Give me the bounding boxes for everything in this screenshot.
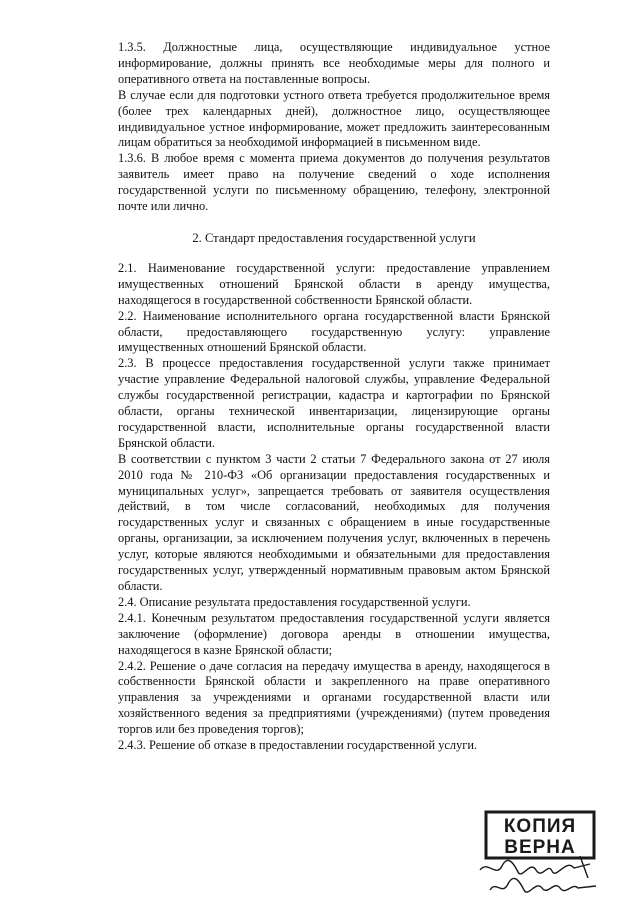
signature-line-2 <box>490 878 596 892</box>
stamp-graphic <box>478 808 608 898</box>
paragraph-1-3-5 <box>118 40 550 88</box>
paragraph-text: 2.3. В процессе предоставления государственной услуги также принимает участие управление Федеральной налоговой службы, управление Федеральной службы государственной регистрации, кадастра и картографии по Брянской области, органы технической инвентаризации, лицензирующие органы государственной власти, исполнительные органы государственной власти Брянской области. <box>118 356 550 450</box>
paragraph-2-2 <box>118 309 550 357</box>
paragraph-text: 1.3.6. В любое время с момента приема документов до получения результатов заявитель имеет право на получение сведений о ходе исполнения государственной услуги по письменному обращению, телефону, электронной почте или лично. <box>118 151 550 214</box>
paragraph-1-3-6 <box>118 151 550 215</box>
paragraph-2-1 <box>118 261 550 309</box>
paragraph-text: 2.2. Наименование исполнительного органа государственной власти Брянской области, предоставляющего государственную услугу: управление имущественных отношений Брянской области. <box>118 308 550 355</box>
stamp-line-2: ВЕРНА <box>504 837 576 858</box>
paragraph-text: 1.3.5. Должностные лица, осуществляющие индивидуальное устное информирование, должны принять все необходимые меры для полного и оперативного ответа на поставленные вопросы. <box>118 40 550 86</box>
paragraph-text: 2.4.1. Конечным результатом предоставления государственной услуги является заключение (оформление) договора аренды в отношении имущества, находящегося в казне Брянской области; <box>118 610 550 657</box>
stamp-line-1: КОПИЯ <box>503 816 577 837</box>
paragraph-law-210 <box>118 452 550 595</box>
paragraph-2-4-2 <box>118 659 550 739</box>
section-title: 2. Стандарт предоставления государственной услуги <box>192 230 476 245</box>
paragraph-text: В случае если для подготовки устного ответа требуется продолжительное время (более трех календарных дней), должностное лицо, осуществляющее индивидуальное устное информирование, может предложить заинтересованным лицам обратиться за необходимой информацией в письменном виде. <box>118 87 550 150</box>
paragraph-text: 2.4. Описание результата предоставления государственной услуги. <box>118 594 471 609</box>
paragraph-text: 2.4.2. Решение о даче согласия на передачу имущества в аренду, находящегося в собственности Брянской области и закрепленного на праве оперативного управления за учреждениями и органами государственной власти или хозяйственного ведения за предприятиями (учреждениями) (путем проведения торгов или без проведения торгов); <box>118 658 550 737</box>
paragraph-text: 2.1. Наименование государственной услуги: предоставление управлением имущественных отношений Брянской области в аренду имущества, находящегося в государственной собственности Брянской области. <box>118 260 550 307</box>
copy-certified-stamp <box>478 808 608 898</box>
paragraph-2-4-1 <box>118 611 550 659</box>
paragraph-oral-answer <box>118 88 550 152</box>
paragraph-2-3 <box>118 356 550 451</box>
paragraph-2-4 <box>118 595 550 611</box>
paragraph-2-4-3 <box>118 738 550 754</box>
paragraph-text: 2.4.3. Решение об отказе в предоставлении государственной услуги. <box>118 738 478 753</box>
paragraph-text: В соответствии с пунктом 3 части 2 статьи 7 Федерального закона от 27 июля 2010 года № 210-ФЗ «Об организации предоставления государственных и муниципальных услуг», запрещается требовать от заявителя осуществления действий, в том числе согласований, необходимых для получения государственных услуг и связанных с обращением в иные государственные органы, организации, за исключением получения услуг, включенных в перечень услуг, которые являются необходимыми и обязательными для предоставления государственных услуг, утвержденный нормативным правовым актом Брянской области. <box>118 451 550 593</box>
document-body <box>118 40 550 754</box>
